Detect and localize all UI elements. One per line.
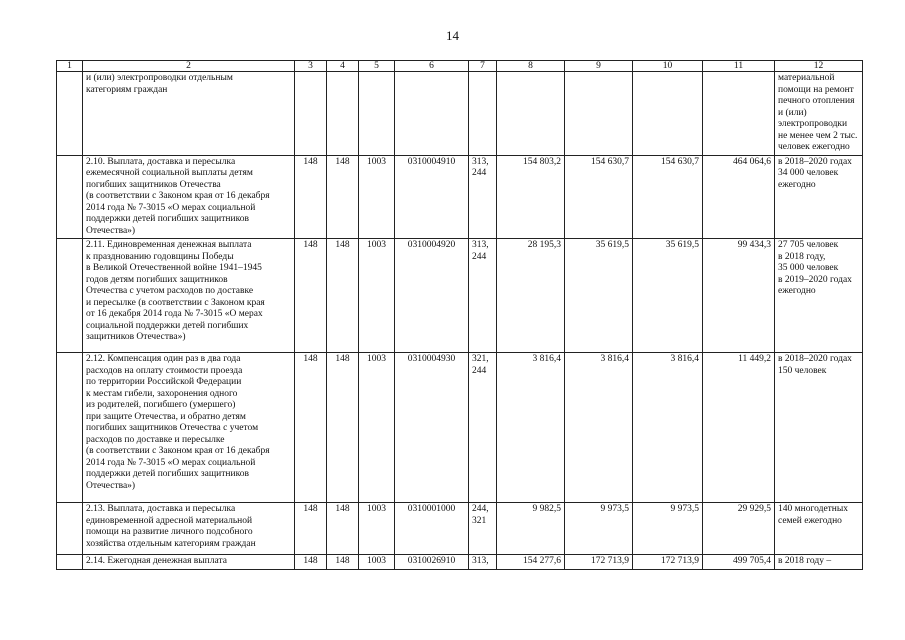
- row-amount: 3 816,4: [497, 353, 565, 503]
- row-amount: 28 195,3: [497, 239, 565, 353]
- row-amount: [703, 72, 775, 156]
- budget-table: [56, 60, 863, 570]
- row-result: в 2018 году –: [775, 555, 863, 570]
- row-amount: 9 982,5: [497, 503, 565, 555]
- row-cell: 244, 321: [469, 503, 497, 555]
- row-cell: 313, 244: [469, 155, 497, 239]
- row-cell: 148: [295, 239, 327, 353]
- row-amount: 29 929,5: [703, 503, 775, 555]
- column-header: 12: [775, 61, 863, 72]
- row-amount: 3 816,4: [565, 353, 633, 503]
- row-cell: 1003: [359, 555, 395, 570]
- table-row: [57, 239, 863, 353]
- row-result: 27 705 человек в 2018 году, 35 000 человек в 2019–2020 годах ежегодно: [775, 239, 863, 353]
- column-number-row: [57, 61, 863, 72]
- table-row: [57, 72, 863, 156]
- column-header: 10: [633, 61, 703, 72]
- row-cell: 148: [295, 503, 327, 555]
- row-cell: 148: [327, 155, 359, 239]
- row-result: материальной помощи на ремонт печного отопления и (или) электропроводки не менее чем 2 тыс. человек ежегодно: [775, 72, 863, 156]
- row-amount: 154 630,7: [565, 155, 633, 239]
- column-header: 4: [327, 61, 359, 72]
- row-amount: 99 434,3: [703, 239, 775, 353]
- row-cell: [327, 72, 359, 156]
- row-amount: 154 277,6: [497, 555, 565, 570]
- row-amount: 172 713,9: [565, 555, 633, 570]
- column-header: 2: [83, 61, 295, 72]
- row-cell: 148: [327, 239, 359, 353]
- column-header: 5: [359, 61, 395, 72]
- row-description: и (или) электропроводки отдельным категориям граждан: [83, 72, 295, 156]
- row-cell: 148: [327, 353, 359, 503]
- column-header: 1: [57, 61, 83, 72]
- row-cell: 0310004920: [395, 239, 469, 353]
- row-cell-num: [57, 72, 83, 156]
- row-amount: 35 619,5: [633, 239, 703, 353]
- page-number: 14: [446, 28, 459, 43]
- row-cell: 1003: [359, 155, 395, 239]
- row-amount: 11 449,2: [703, 353, 775, 503]
- row-cell: [359, 72, 395, 156]
- row-description: 2.10. Выплата, доставка и пересылка ежемесячной социальной выплаты детям погибших защитников Отечества (в соответствии с Законом края от 16 декабря 2014 года № 7-3015 «О мерах социальной поддержки детей погибших защитников Отечества»): [83, 155, 295, 239]
- row-result: в 2018–2020 годах 150 человек: [775, 353, 863, 503]
- row-cell: [469, 72, 497, 156]
- row-cell-num: [57, 503, 83, 555]
- row-cell: 0310004930: [395, 353, 469, 503]
- table-row: [57, 503, 863, 555]
- row-amount: 9 973,5: [633, 503, 703, 555]
- column-header: 8: [497, 61, 565, 72]
- column-header: 3: [295, 61, 327, 72]
- row-amount: 35 619,5: [565, 239, 633, 353]
- row-cell: [395, 72, 469, 156]
- row-cell: 313, 244: [469, 239, 497, 353]
- row-cell: 1003: [359, 503, 395, 555]
- column-header: 9: [565, 61, 633, 72]
- column-header: 7: [469, 61, 497, 72]
- row-cell-num: [57, 555, 83, 570]
- row-amount: 499 705,4: [703, 555, 775, 570]
- row-cell: 148: [327, 503, 359, 555]
- row-cell: 321, 244: [469, 353, 497, 503]
- row-result: 140 многодетных семей ежегодно: [775, 503, 863, 555]
- column-header: 6: [395, 61, 469, 72]
- row-amount: 154 803,2: [497, 155, 565, 239]
- row-amount: [633, 72, 703, 156]
- row-cell: 148: [327, 555, 359, 570]
- row-cell: 148: [295, 353, 327, 503]
- row-cell: [295, 72, 327, 156]
- row-cell: 0310001000: [395, 503, 469, 555]
- row-result: в 2018–2020 годах 34 000 человек ежегодно: [775, 155, 863, 239]
- row-amount: 172 713,9: [633, 555, 703, 570]
- column-header: 11: [703, 61, 775, 72]
- row-amount: [497, 72, 565, 156]
- row-description: 2.11. Единовременная денежная выплата к празднованию годовщины Победы в Великой Отечественной войне 1941–1945 годов детям погибших защитников Отечества с учетом расходов по доставке и пересылке (в соответствии с Законом края от 16 декабря 2014 года № 7-3015 «О мерах социальной поддержки детей погибших защитников Отечества»): [83, 239, 295, 353]
- table-row: [57, 555, 863, 570]
- row-cell: 1003: [359, 353, 395, 503]
- row-cell: 0310004910: [395, 155, 469, 239]
- row-cell-num: [57, 239, 83, 353]
- row-description: 2.13. Выплата, доставка и пересылка единовременной адресной материальной помощи на развитие личного подсобного хозяйства отдельным категориям граждан: [83, 503, 295, 555]
- row-cell: 148: [295, 555, 327, 570]
- row-cell-num: [57, 155, 83, 239]
- row-amount: 464 064,6: [703, 155, 775, 239]
- row-description: 2.14. Ежегодная денежная выплата: [83, 555, 295, 570]
- row-amount: 9 973,5: [565, 503, 633, 555]
- row-cell: 148: [295, 155, 327, 239]
- row-cell: 313,: [469, 555, 497, 570]
- row-cell-num: [57, 353, 83, 503]
- row-amount: [565, 72, 633, 156]
- row-cell: 0310026910: [395, 555, 469, 570]
- table-row: [57, 155, 863, 239]
- table-row: [57, 353, 863, 503]
- row-amount: 154 630,7: [633, 155, 703, 239]
- row-amount: 3 816,4: [633, 353, 703, 503]
- row-cell: 1003: [359, 239, 395, 353]
- row-description: 2.12. Компенсация один раз в два года расходов на оплату стоимости проезда по территории Российской Федерации к местам гибели, захоронения одного из родителей, погибшего (умершего) при защите Отечества, и обратно детям погибших защитников Отечества с учетом расходов по доставке и пересылке (в соответствии с Законом края от 16 декабря 2014 года № 7-3015 «О мерах социальной поддержки детей погибших защитников Отечества»): [83, 353, 295, 503]
